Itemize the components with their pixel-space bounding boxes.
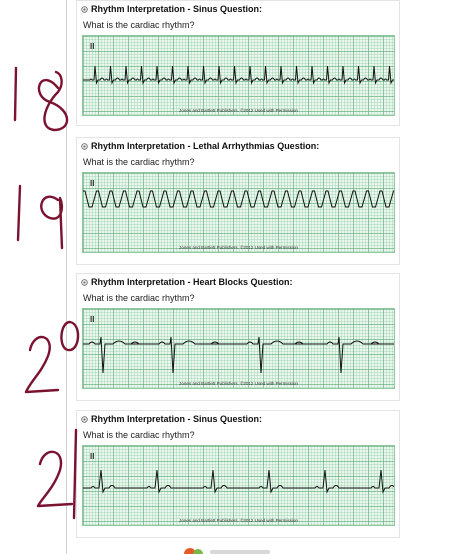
lead-label: II [90, 179, 95, 188]
ecg-trace-ventricular-tachycardia [83, 173, 395, 253]
question-card-sinus-1 [76, 0, 400, 126]
question-title-text: Rhythm Interpretation - Sinus Question: [91, 414, 263, 424]
question-prompt: What is the cardiac rhythm? [83, 430, 195, 440]
ecg-strip [82, 172, 395, 253]
lead-label: II [90, 315, 95, 324]
radio-icon [81, 416, 88, 423]
lead-label: II [90, 42, 95, 51]
ecg-trace-sinus-tachycardia [83, 36, 395, 116]
image-credit: Jones and Bartlett Publishers. ©2012 Used with Permission [179, 245, 298, 250]
image-credit: Jones and Bartlett Publishers. ©2012 Used with Permission [179, 108, 298, 113]
question-title-text: Rhythm Interpretation - Lethal Arrhythmias Question: [91, 141, 320, 151]
question-card-lethal-arrhythmias [76, 137, 400, 265]
question-card-sinus-2 [76, 410, 400, 538]
footer-logo [180, 545, 300, 554]
question-prompt: What is the cardiac rhythm? [83, 20, 195, 30]
lead-label: II [90, 452, 95, 461]
ecg-trace-sinus-bradycardia [83, 446, 395, 526]
handwritten-number-19 [18, 186, 62, 248]
handwritten-number-18 [15, 68, 67, 130]
question-title-text: Rhythm Interpretation - Sinus Question: [91, 4, 263, 14]
question-prompt: What is the cardiac rhythm? [83, 293, 195, 303]
question-title [81, 277, 293, 287]
question-title [81, 414, 262, 424]
ecg-strip [82, 445, 395, 526]
radio-icon [81, 143, 88, 150]
ecg-trace-heart-block [83, 309, 395, 389]
image-credit: Jones and Bartlett Publishers. ©2012 Used with Permission [179, 381, 298, 386]
image-credit: Jones and Bartlett Publishers. ©2012 Used with Permission [179, 518, 298, 523]
question-title [81, 141, 319, 151]
page-margin [401, 0, 474, 554]
question-title [81, 4, 262, 14]
radio-icon [81, 6, 88, 13]
question-title-text: Rhythm Interpretation - Heart Blocks Question: [91, 277, 293, 287]
radio-icon [81, 279, 88, 286]
question-prompt: What is the cardiac rhythm? [83, 157, 195, 167]
question-card-heart-blocks [76, 273, 400, 401]
ecg-strip [82, 308, 395, 389]
ecg-strip [82, 35, 395, 116]
